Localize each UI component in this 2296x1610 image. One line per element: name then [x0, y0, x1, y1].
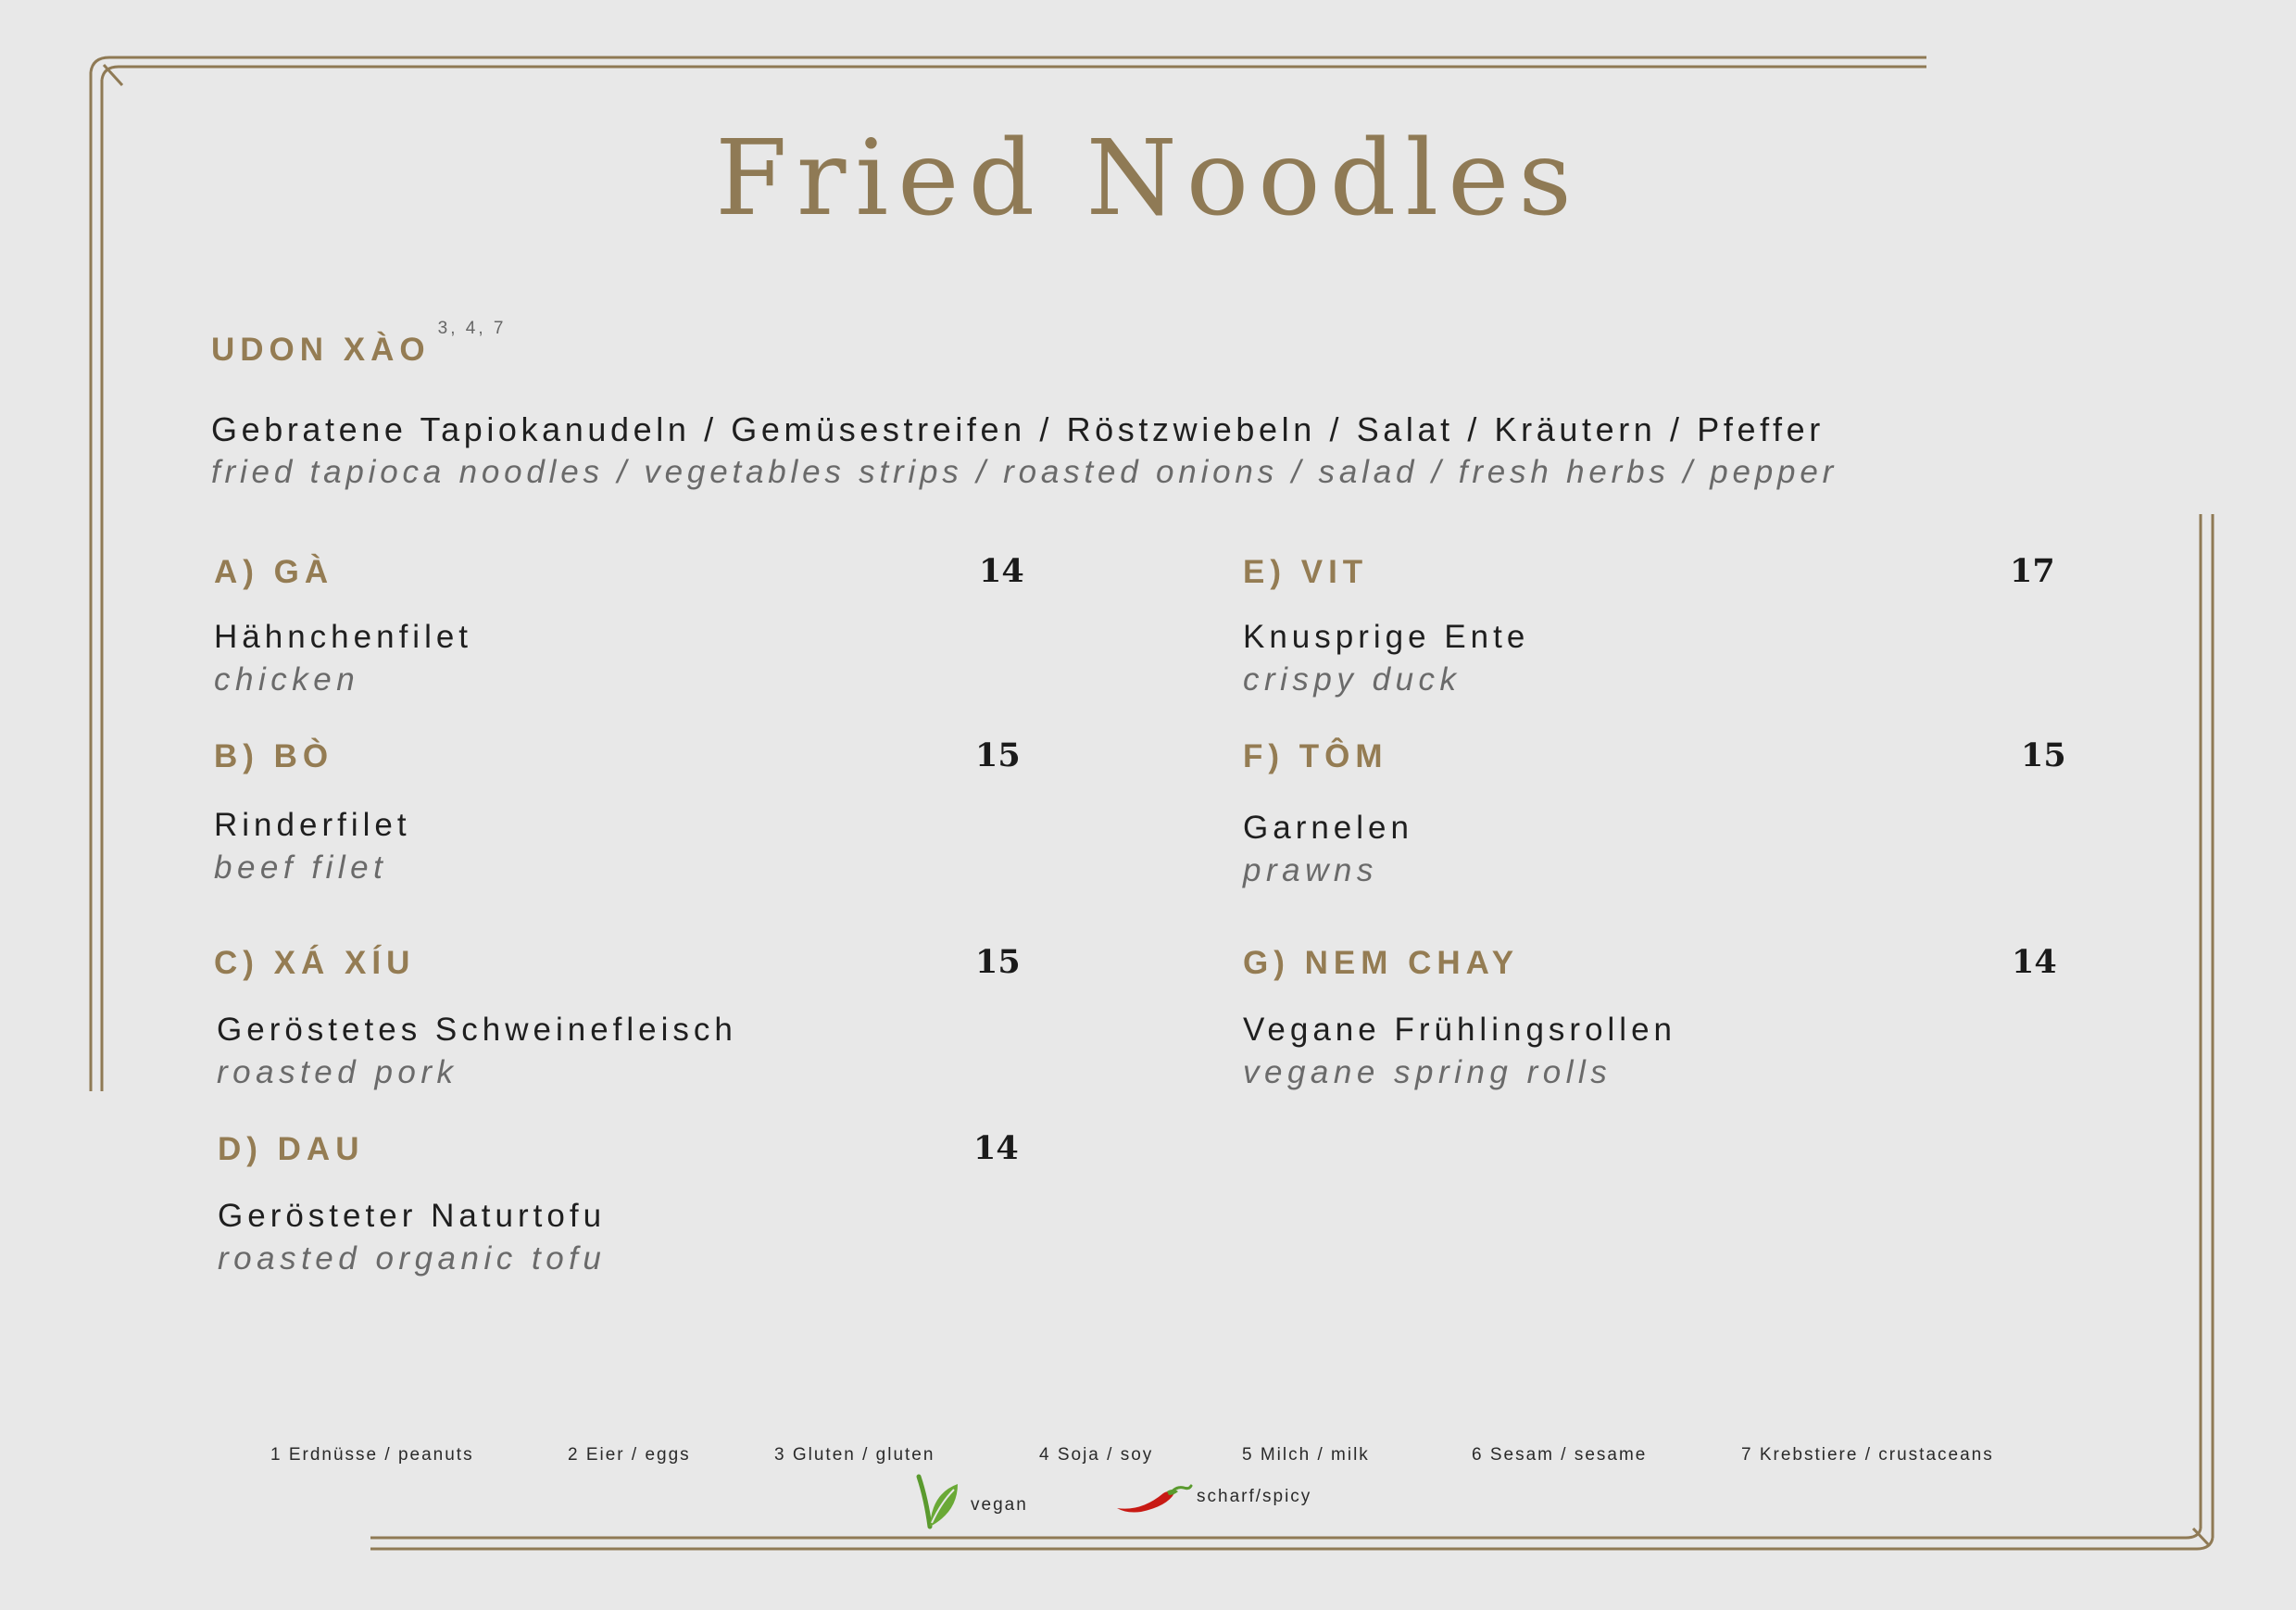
- item-price: 14: [973, 1129, 1019, 1167]
- menu-item-b: [214, 736, 1021, 887]
- item-name-de: Knusprige Ente: [1243, 619, 1530, 655]
- item-name-de: Geröstetes Schweinefleisch: [217, 1012, 737, 1048]
- vegan-leaf-icon: [913, 1471, 967, 1530]
- legend-spicy: [1113, 1480, 1311, 1514]
- menu-item-f: [1243, 736, 2066, 889]
- item-name: F) TÔM: [1243, 738, 1388, 774]
- item-name: C) XÁ XÍU: [214, 945, 416, 981]
- item-price: 14: [2012, 943, 2057, 981]
- item-price: 14: [979, 552, 1024, 590]
- allergen-5: 5 Milch / milk: [1242, 1445, 1370, 1465]
- allergen-4: 4 Soja / soy: [1039, 1445, 1154, 1465]
- menu-item-d: [218, 1129, 1019, 1277]
- item-name-en: prawns: [1243, 852, 1378, 888]
- item-name: E) VIT: [1243, 554, 1369, 590]
- allergen-6: 6 Sesam / sesame: [1472, 1445, 1648, 1465]
- item-name-de: Rinderfilet: [214, 807, 411, 843]
- item-price: 15: [975, 736, 1021, 774]
- legend-spicy-label: scharf/spicy: [1197, 1487, 1312, 1506]
- item-price: 15: [2021, 736, 2066, 774]
- chili-pepper-icon: [1113, 1480, 1193, 1514]
- allergen-7: 7 Krebstiere / crustaceans: [1741, 1445, 1994, 1465]
- dish-description-en: fried tapioca noodles / vegetables strips / roasted onions / salad / fresh herbs / pepper: [211, 454, 1838, 490]
- allergen-marks: 3, 4, 7: [437, 319, 507, 338]
- dish-name: UDON XÀO: [211, 332, 431, 368]
- item-name-de: Gerösteter Naturtofu: [218, 1198, 607, 1234]
- item-name: D) DAU: [218, 1131, 365, 1167]
- item-name-en: beef filet: [214, 849, 388, 886]
- item-name: G) NEM CHAY: [1243, 945, 1520, 981]
- item-price: 17: [2010, 552, 2055, 590]
- item-name-en: chicken: [214, 661, 360, 698]
- legend-vegan-label: vegan: [971, 1495, 1028, 1515]
- allergen-1: 1 Erdnüsse / peanuts: [270, 1445, 474, 1465]
- dish-description-de: Gebratene Tapiokanudeln / Gemüsestreifen / Röstzwiebeln / Salat / Kräutern / Pfeffer: [211, 410, 1825, 448]
- dish-heading: [211, 319, 507, 369]
- menu-item-a: [214, 552, 1024, 698]
- menu-item-g: [1243, 943, 2057, 1091]
- allergen-3: 3 Gluten / gluten: [774, 1445, 935, 1465]
- item-name-en: vegane spring rolls: [1243, 1054, 1612, 1090]
- item-name-en: roasted organic tofu: [218, 1240, 607, 1277]
- item-name: B) BÒ: [214, 738, 334, 774]
- menu-item-e: [1243, 552, 2055, 698]
- item-name-en: roasted pork: [217, 1054, 458, 1090]
- legend-vegan: [913, 1471, 1028, 1530]
- item-name-de: Hähnchenfilet: [214, 619, 473, 655]
- page-title: Fried Noodles: [715, 119, 1581, 239]
- item-name-de: Vegane Frühlingsrollen: [1243, 1012, 1677, 1048]
- item-name-de: Garnelen: [1243, 810, 1413, 846]
- item-name-en: crispy duck: [1243, 661, 1462, 698]
- allergen-2: 2 Eier / eggs: [568, 1445, 691, 1465]
- item-price: 15: [975, 943, 1021, 981]
- menu-item-c: [214, 943, 1021, 1091]
- item-name: A) GÀ: [214, 554, 334, 590]
